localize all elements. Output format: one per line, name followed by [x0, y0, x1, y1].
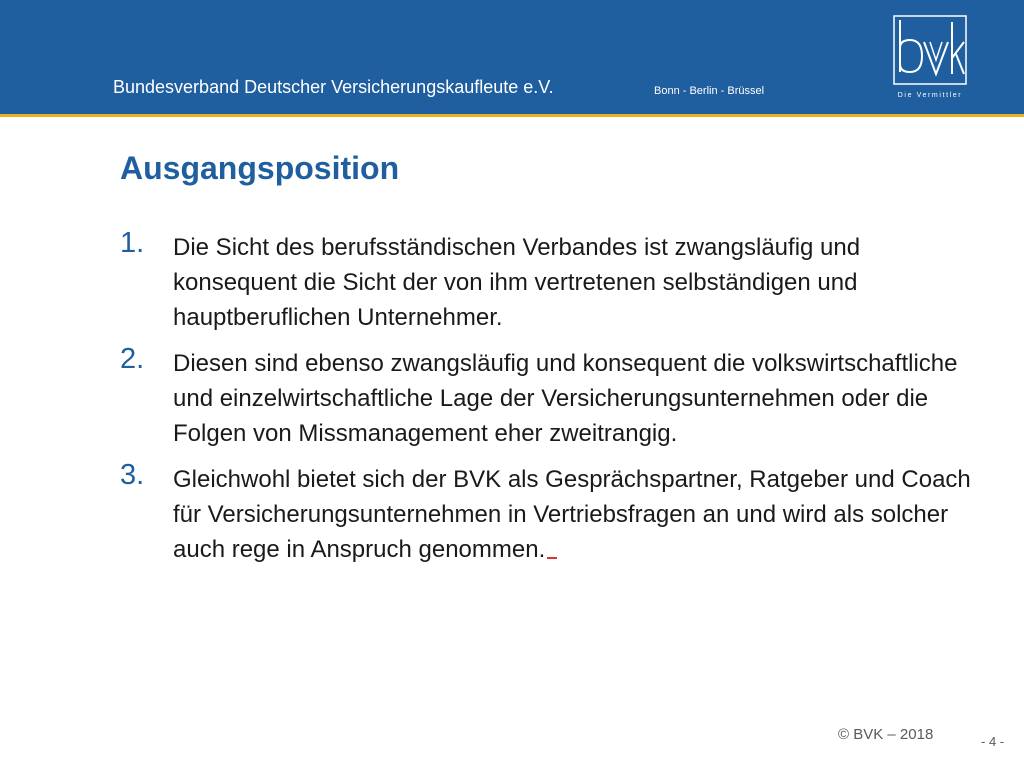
numbered-list [120, 227, 980, 578]
list-item-number: 1. [120, 227, 145, 259]
bvk-logo [890, 12, 970, 104]
list-item-number: 2. [120, 343, 145, 375]
list-item-text [173, 462, 980, 567]
page-number: - 4 - [981, 734, 1005, 749]
text-cursor-mark [547, 557, 557, 559]
copyright-notice: © BVK – 2018 [838, 726, 934, 743]
list-item-text-content: Gleichwohl bietet sich der BVK als Gesprächspartner, Ratgeber und Coach für Versicherungsunternehmen in Vertriebsfragen an und wird als solcher auch rege in Anspruch genommen. [173, 466, 971, 563]
organization-name: Bundesverband Deutscher Versicherungskaufleute e.V. [113, 77, 554, 97]
organization-locations: Bonn - Berlin - Brüssel [654, 85, 765, 97]
header-divider [0, 114, 1024, 117]
list-item [120, 227, 980, 335]
slide-title: Ausgangsposition [120, 150, 400, 186]
list-item [120, 343, 980, 451]
list-item [120, 459, 980, 567]
list-item-text: Die Sicht des berufsständischen Verbandes ist zwangsläufig und konsequent die Sicht der von ihm vertretenen selbständigen und hauptberuflichen Unternehmer. [173, 234, 861, 331]
list-item-number: 3. [120, 459, 145, 491]
logo-tagline: Die Vermittler [897, 92, 963, 99]
header-bar [0, 0, 1024, 114]
list-item-text: Diesen sind ebenso zwangsläufig und konsequent die volkswirtschaftliche und einzelwirtschaftliche Lage der Versicherungsunternehmen oder die Folgen von Missmanagement eher zweitrangig. [173, 350, 958, 447]
